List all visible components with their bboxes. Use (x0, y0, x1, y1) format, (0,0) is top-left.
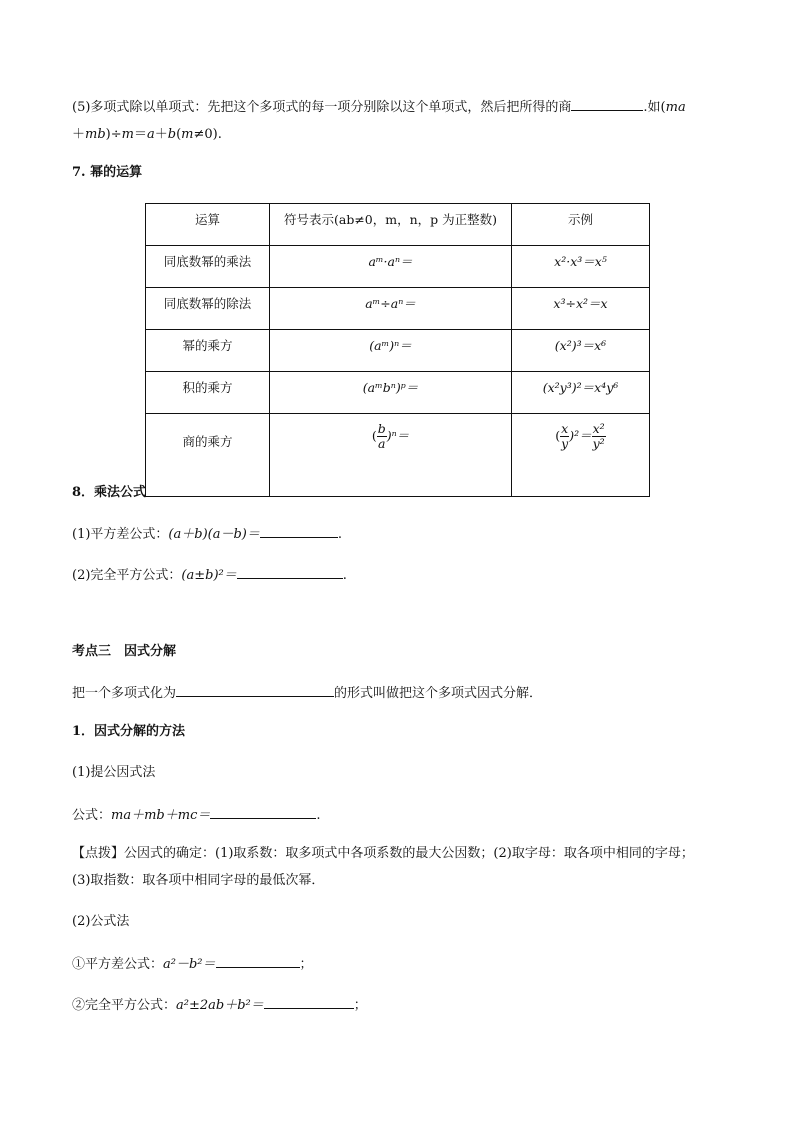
item-prefix: ②完全平方公式： (72, 998, 177, 1013)
fraction-x2-over-y2 (592, 422, 606, 451)
fraction-denominator: a (377, 436, 386, 451)
answer-blank (216, 954, 300, 968)
p5-line1 (72, 97, 686, 117)
table-header-cell: 示例 (512, 204, 650, 246)
kd3-m2-title: (2)公式法 (72, 914, 130, 929)
item-prefix: ①平方差公式： (72, 957, 164, 972)
table-cell-name: 商的乘方 (146, 414, 270, 497)
kd3-m2-item2 (72, 995, 367, 1015)
p5-blank (571, 97, 643, 111)
section-7-title: 7. 幂的运算 (72, 165, 143, 180)
item-end: . (342, 568, 347, 583)
symbol-tail: )ⁿ＝ (386, 428, 410, 443)
p5-part: ( (176, 127, 182, 142)
fraction-x-over-y (560, 422, 569, 451)
kd3-title: 考点三 因式分解 (72, 644, 177, 659)
item-formula: a²±2ab＋b²＝ (176, 998, 264, 1013)
item-end: ； (299, 957, 313, 972)
def-prefix: 把一个多项式化为 (72, 686, 177, 701)
power-rules-table (145, 203, 650, 497)
table-cell-example: (x²)³＝x⁶ (512, 330, 650, 372)
formula-end: . (316, 808, 321, 823)
sec8-item1 (72, 524, 342, 544)
p5-part: ＝ (133, 127, 147, 142)
sec8-item2 (72, 565, 347, 585)
fraction-b-over-a (377, 422, 387, 451)
table-cell-symbol: (aᵐbⁿ)ᵖ＝ (270, 372, 512, 414)
kd3-tip-line2: (3)取指数：取各项中相同字母的最低次幂． (72, 873, 325, 888)
example-tail: )²＝ (569, 428, 592, 443)
kd3-sub1-title: 1．因式分解的方法 (72, 724, 186, 739)
section-8-title: 8．乘法公式 (72, 485, 147, 500)
p5-line2 (72, 126, 222, 144)
kd3-m1-formula (72, 805, 321, 825)
item-prefix: (2)完全平方公式： (72, 568, 182, 583)
p5-part: ＋ (72, 127, 86, 142)
table-cell-example: x²·x³＝x⁵ (512, 246, 650, 288)
table-cell-name: 积的乘方 (146, 372, 270, 414)
table-cell-name: 同底数幂的乘法 (146, 246, 270, 288)
table-cell-symbol: aᵐ÷aⁿ＝ (270, 288, 512, 330)
answer-blank (237, 565, 343, 579)
answer-blank (210, 805, 316, 819)
def-suffix: 的形式叫做把这个多项式因式分解． (334, 686, 543, 701)
fraction-denominator: y² (592, 436, 605, 451)
item-formula: (a±b)²＝ (181, 568, 237, 583)
p5-part: ＋ (154, 127, 168, 142)
table-row (146, 372, 650, 414)
item-end: . (337, 527, 342, 542)
item-formula: a²－b²＝ (163, 957, 216, 972)
kd3-m2-item1 (72, 954, 313, 974)
table-cell-symbol: aᵐ·aⁿ＝ (270, 246, 512, 288)
p5-ma: ma (665, 100, 686, 115)
fraction-numerator: x (561, 421, 569, 436)
fraction-numerator: b (377, 421, 386, 436)
table-cell-name: 幂的乘方 (146, 330, 270, 372)
item-formula: (a＋b)(a－b)＝ (168, 527, 260, 542)
p5-part: m (121, 127, 134, 142)
p5-part: a (146, 127, 155, 142)
p5-part: )÷ (105, 127, 122, 142)
table-row (146, 288, 650, 330)
p5-part: m (181, 127, 194, 142)
table-cell-example: (x²y³)²＝x⁴y⁶ (512, 372, 650, 414)
table-header-row (146, 204, 650, 246)
answer-blank (176, 683, 334, 697)
kd3-tip-line1: 【点拨】公因式的确定：(1)取系数：取多项式中各项系数的最大公因数；(2)取字母：取各项中相同的字母； (72, 846, 694, 861)
table-cell-symbol: (aᵐ)ⁿ＝ (270, 330, 512, 372)
item-end: ； (353, 998, 367, 1013)
kd3-m1-title: (1)提公因式法 (72, 765, 156, 780)
answer-blank (264, 995, 354, 1009)
table-row (146, 414, 650, 497)
p5-part: b (167, 127, 177, 142)
item-prefix: (1)平方差公式： (72, 527, 169, 542)
table-row (146, 330, 650, 372)
kd3-definition (72, 683, 542, 703)
p5-part: ≠0). (193, 127, 222, 142)
p5-part: mb (85, 127, 106, 142)
fraction-denominator: y (561, 436, 569, 451)
table-header-cell: 符号表示(ab≠0，m，n，p 为正整数) (270, 204, 512, 246)
table-cell-symbol: ( $\frac{b}{a}$ )ⁿ＝ (270, 414, 512, 497)
formula: ma＋mb＋mc＝ (111, 808, 211, 823)
answer-blank (260, 524, 338, 538)
fraction-numerator: x² (592, 421, 605, 436)
table-cell-example: x³÷x²＝x (512, 288, 650, 330)
p5-text: (5)多项式除以单项式：先把这个多项式的每一项分别除以这个单项式，然后把所得的商 (72, 100, 572, 115)
p5-line1-end: .如( (643, 100, 666, 115)
formula-prefix: 公式： (72, 808, 112, 823)
table-cell-example: ( $\frac{x}{y}$ )²＝ $\frac{\text{x²}}{\text{y²}}$ (512, 414, 650, 497)
table-cell-name: 同底数幂的除法 (146, 288, 270, 330)
table-row (146, 246, 650, 288)
table-header-cell: 运算 (146, 204, 270, 246)
